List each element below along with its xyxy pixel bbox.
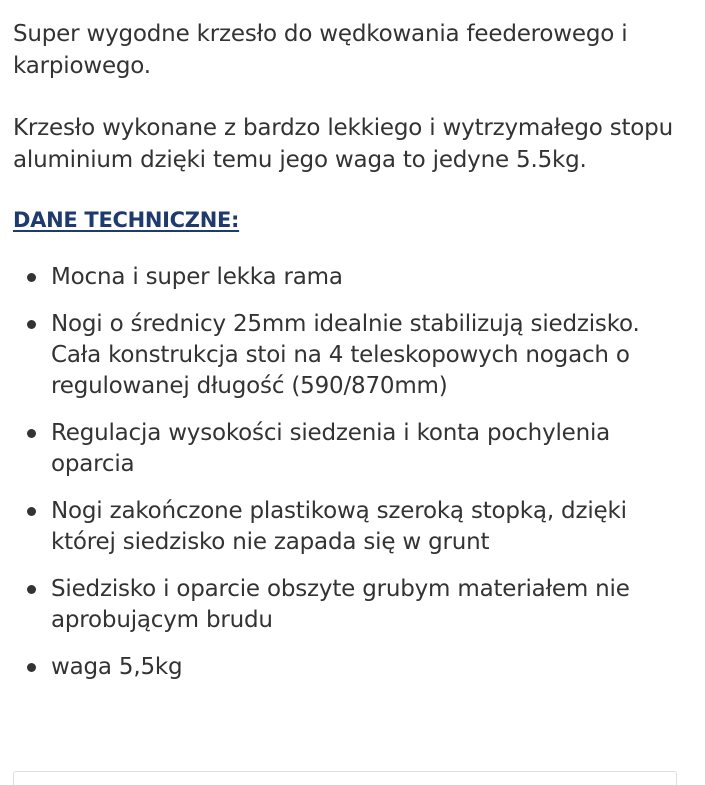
list-item — [13, 652, 688, 683]
list-item-text: waga 5,5kg — [51, 654, 183, 680]
bullet-icon — [27, 429, 36, 438]
list-item-text: Nogi zakończone plastikową szeroką stopką, dzięki której siedzisko nie zapada się w grunt — [51, 498, 627, 555]
bullet-icon — [27, 585, 36, 594]
bullet-icon — [27, 663, 36, 672]
next-section-card — [13, 771, 677, 785]
bullet-icon — [27, 273, 36, 282]
specs-list — [13, 262, 688, 683]
description-material: Krzesło wykonane z bardzo lekkiego i wytrzymałego stopu aluminium dzięki temu jego waga to jedyne 5.5kg. — [13, 115, 673, 173]
list-item-text: Siedzisko i oparcie obszyte grubym materiałem nie aprobującym brudu — [51, 576, 630, 633]
list-item — [13, 262, 688, 293]
list-item-text: Nogi o średnicy 25mm idealnie stabilizują siedzisko. Cała konstrukcja stoi na 4 teleskopowych nogach o regulowanej długość (590/870mm) — [51, 311, 640, 399]
list-item — [13, 418, 688, 480]
list-item-text: Regulacja wysokości siedzenia i konta pochylenia oparcia — [51, 420, 611, 477]
bullet-icon — [27, 320, 36, 329]
list-item-text: Mocna i super lekka rama — [51, 264, 343, 290]
list-item — [13, 574, 688, 636]
bullet-icon — [27, 507, 36, 516]
list-item — [13, 309, 688, 402]
product-description — [13, 18, 688, 699]
list-item — [13, 496, 688, 558]
description-intro: Super wygodne krzesło do wędkowania feederowego i karpiowego. — [13, 21, 628, 79]
specs-heading: DANE TECHNICZNE: — [13, 208, 240, 232]
